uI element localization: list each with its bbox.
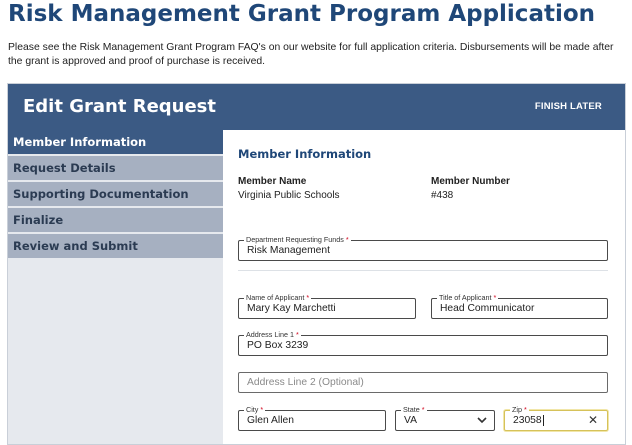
- sidebar-item-finalize[interactable]: Finalize: [8, 208, 223, 232]
- close-icon[interactable]: ✕: [587, 413, 598, 427]
- department-label: Department Requesting Funds *: [246, 235, 349, 244]
- sidebar-item-review-and-submit[interactable]: Review and Submit: [8, 234, 223, 258]
- city-label: City *: [246, 405, 264, 414]
- intro-text: Please see the Risk Management Grant Program FAQ's on our website for full application criteria. Disbursements will be made after the grant is approved and proof of purchase is received.: [8, 42, 614, 67]
- zip-field[interactable]: [504, 405, 608, 431]
- section-title: Member Information: [238, 147, 372, 161]
- state-select[interactable]: [395, 405, 495, 431]
- applicant-name-label: Name of Applicant *: [246, 293, 310, 302]
- page-title: Risk Management Grant Program Application: [8, 1, 596, 27]
- zip-label: Zip *: [512, 405, 527, 414]
- text-caret: [543, 415, 544, 426]
- city-value: Glen Allen: [247, 415, 294, 426]
- member-name-label: Member Name: [238, 176, 307, 187]
- applicant-title-value: Head Communicator: [440, 303, 535, 314]
- address-line1-field[interactable]: [238, 330, 608, 356]
- divider: [238, 270, 608, 271]
- chevron-down-icon[interactable]: [476, 414, 488, 426]
- sidebar-nav: [8, 130, 223, 444]
- grant-request-card: [7, 83, 626, 445]
- applicant-name-value: Mary Kay Marchetti: [247, 303, 336, 314]
- applicant-title-label: Title of Applicant *: [439, 293, 497, 302]
- member-name-value: Virginia Public Schools: [238, 190, 340, 201]
- sidebar-item-member-information[interactable]: Member Information: [8, 130, 223, 154]
- address-line1-label: Address Line 1 *: [246, 330, 299, 339]
- form-content: [223, 130, 625, 444]
- card-header: [8, 84, 625, 130]
- applicant-title-field[interactable]: [431, 293, 608, 319]
- member-number-value: #438: [431, 190, 454, 201]
- address-line2-field[interactable]: [238, 372, 608, 393]
- finish-later-button[interactable]: FINISH LATER: [534, 101, 602, 112]
- address-line1-value: PO Box 3239: [247, 340, 309, 351]
- zip-value: 23058: [513, 415, 542, 427]
- department-value: Risk Management: [247, 245, 330, 256]
- applicant-name-field[interactable]: [238, 293, 416, 319]
- city-field[interactable]: [238, 405, 386, 431]
- address-line2-placeholder: Address Line 2 (Optional): [247, 377, 364, 388]
- sidebar-item-supporting-documentation[interactable]: Supporting Documentation: [8, 182, 223, 206]
- state-label: State *: [403, 405, 425, 414]
- member-number-label: Member Number: [431, 176, 510, 187]
- state-value: VA: [404, 415, 417, 426]
- card-title: Edit Grant Request: [23, 96, 216, 117]
- sidebar-item-request-details[interactable]: Request Details: [8, 156, 223, 180]
- department-field[interactable]: [238, 235, 608, 261]
